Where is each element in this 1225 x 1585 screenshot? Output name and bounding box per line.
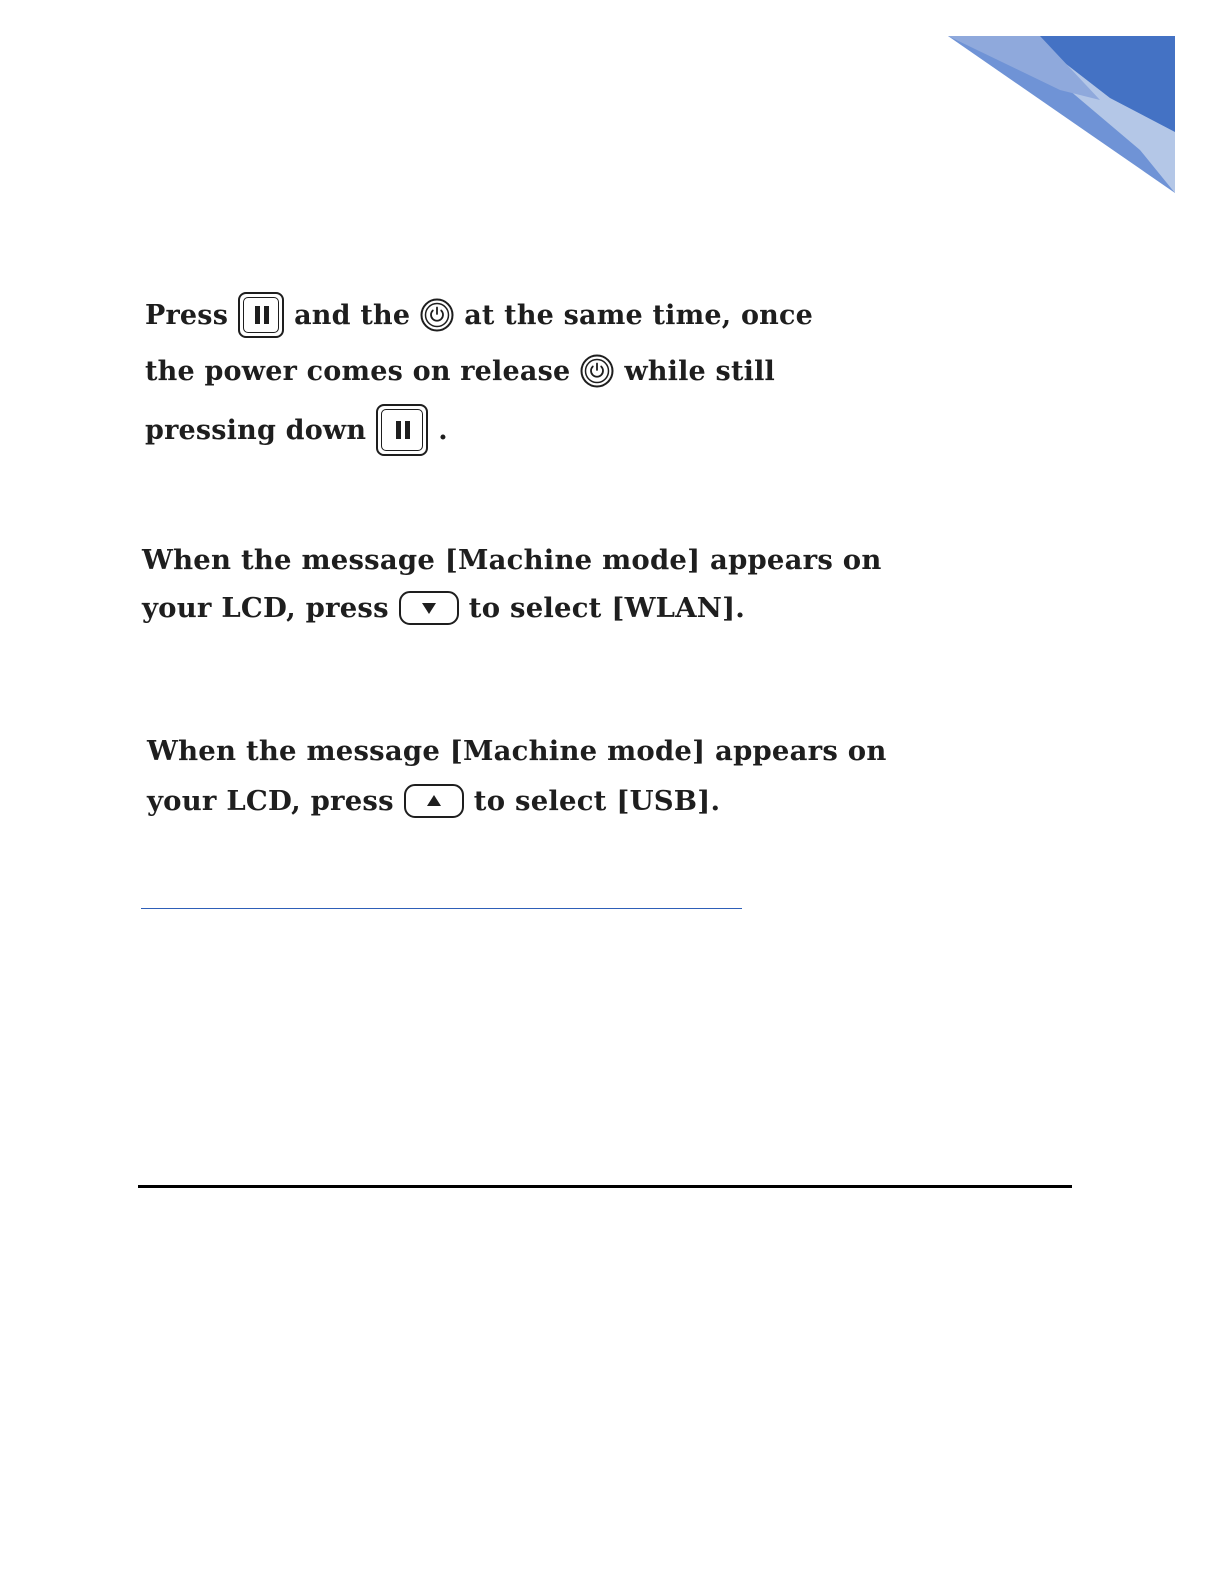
text: while still	[624, 355, 775, 387]
text: When the message [Machine mode] appears on	[142, 544, 882, 576]
corner-decoration	[0, 0, 1225, 200]
text: Press	[145, 299, 229, 331]
corner-band-dark	[1030, 36, 1175, 132]
down-arrow-key-icon	[399, 591, 459, 625]
text: the power comes on release	[145, 355, 571, 387]
pause-button-icon	[238, 292, 284, 338]
corner-band-light	[1010, 36, 1175, 193]
power-button-icon	[580, 354, 614, 388]
instruction-select-usb	[147, 728, 887, 828]
text: your LCD, press	[142, 592, 389, 624]
text: at the same time, once	[464, 299, 814, 331]
corner-band-soft	[948, 36, 1100, 100]
text: to select [USB].	[473, 785, 721, 817]
section-divider	[138, 1185, 1072, 1188]
instruction-select-wlan	[142, 537, 882, 633]
link-underline	[141, 908, 742, 909]
text: and the	[294, 299, 411, 331]
text: to select [WLAN].	[468, 592, 746, 624]
instruction-power-on	[145, 287, 813, 461]
up-arrow-key-icon	[404, 784, 464, 818]
pause-button-icon	[376, 404, 428, 456]
text: .	[438, 414, 448, 446]
text: pressing down	[145, 414, 367, 446]
power-button-icon	[420, 298, 454, 332]
text: When the message [Machine mode] appears on	[147, 735, 887, 767]
text: your LCD, press	[147, 785, 394, 817]
corner-band-mid	[948, 36, 1175, 193]
